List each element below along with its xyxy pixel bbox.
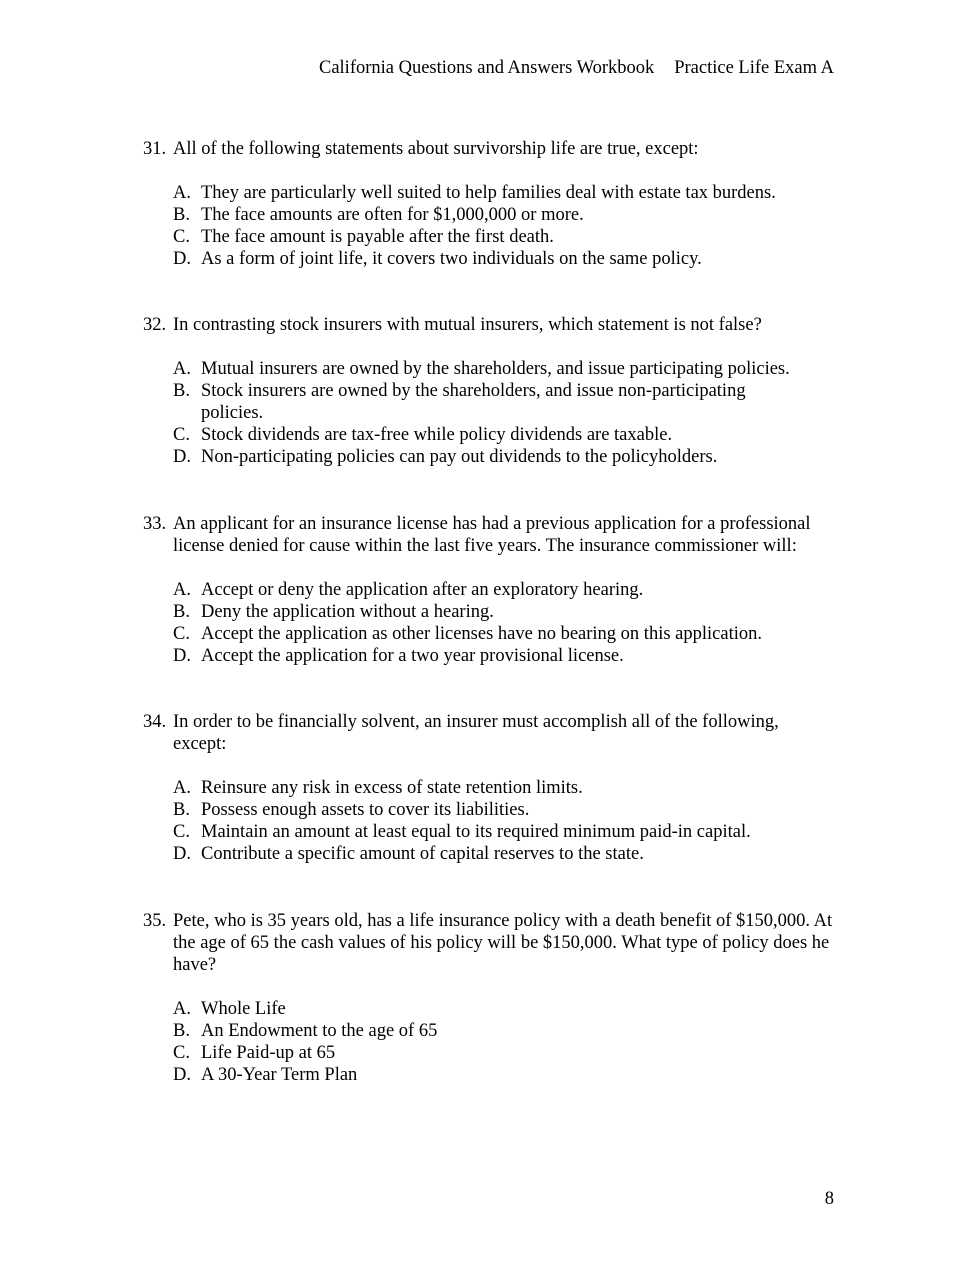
option-letter: C. [173, 1043, 190, 1063]
answer-option [143, 248, 843, 270]
answer-option [143, 579, 843, 601]
question-stem [143, 910, 843, 976]
answer-option [143, 380, 843, 424]
answer-option [143, 204, 843, 226]
option-text: As a form of joint life, it covers two individuals on the same policy. [201, 249, 702, 269]
option-letter: D. [173, 447, 191, 467]
option-letter: A. [173, 999, 191, 1019]
option-letter: A. [173, 359, 191, 379]
option-text: The face amounts are often for $1,000,000 or more. [201, 205, 584, 225]
option-text: Mutual insurers are owned by the shareholders, and issue participating policies. [201, 359, 790, 379]
question-text: An applicant for an insurance license has had a previous application for a professional license denied for cause within the last five years. The insurance commissioner will: [173, 514, 811, 556]
answer-option [143, 358, 843, 380]
question-number: 32. [143, 315, 167, 335]
question-text: Pete, who is 35 years old, has a life insurance policy with a death benefit of $150,000. At the age of 65 the cash values of his policy will be $150,000. What type of policy does he have? [173, 911, 833, 975]
option-letter: B. [173, 800, 190, 820]
answer-option [143, 446, 843, 468]
option-text: Maintain an amount at least equal to its required minimum paid-in capital. [201, 822, 751, 842]
option-text: Whole Life [201, 999, 286, 1019]
option-letter: D. [173, 844, 191, 864]
answer-option [143, 1020, 843, 1042]
question-text: In order to be financially solvent, an insurer must accomplish all of the following, except: [173, 712, 779, 754]
answer-option [143, 645, 843, 667]
question-text: All of the following statements about survivorship life are true, except: [173, 139, 699, 159]
option-text: They are particularly well suited to help families deal with estate tax burdens. [201, 183, 776, 203]
page-header [319, 57, 834, 79]
question-32 [143, 314, 843, 468]
answer-options [143, 998, 843, 1086]
answer-option [143, 998, 843, 1020]
option-text: Non-participating policies can pay out dividends to the policyholders. [201, 447, 718, 467]
question-33 [143, 513, 843, 667]
option-letter: A. [173, 183, 191, 203]
option-text: Life Paid-up at 65 [201, 1043, 336, 1063]
option-letter: B. [173, 1021, 190, 1041]
answer-option [143, 226, 843, 248]
option-letter: B. [173, 381, 190, 401]
question-stem [143, 314, 843, 336]
option-text: Stock dividends are tax-free while policy dividends are taxable. [201, 425, 673, 445]
option-letter: D. [173, 249, 191, 269]
option-text: Stock insurers are owned by the shareholders, and issue non-participating policies. [201, 381, 746, 423]
question-stem [143, 513, 843, 557]
answer-option [143, 777, 843, 799]
option-letter: B. [173, 205, 190, 225]
answer-option [143, 424, 843, 446]
option-text: An Endowment to the age of 65 [201, 1021, 438, 1041]
option-text: Deny the application without a hearing. [201, 602, 494, 622]
question-34 [143, 711, 843, 865]
option-letter: C. [173, 425, 190, 445]
option-text: Accept the application as other licenses have no bearing on this application. [201, 624, 762, 644]
question-text: In contrasting stock insurers with mutual insurers, which statement is not false? [173, 315, 762, 335]
answer-options [143, 182, 843, 270]
option-letter: B. [173, 602, 190, 622]
question-number: 35. [143, 911, 167, 931]
answer-option [143, 182, 843, 204]
option-letter: C. [173, 624, 190, 644]
exam-title: Practice Life Exam A [674, 58, 834, 78]
option-text: A 30-Year Term Plan [201, 1065, 358, 1085]
answer-option [143, 821, 843, 843]
option-letter: C. [173, 227, 190, 247]
option-letter: A. [173, 580, 191, 600]
option-text: Accept the application for a two year provisional license. [201, 646, 624, 666]
answer-option [143, 623, 843, 645]
question-stem [143, 711, 843, 755]
question-number: 31. [143, 139, 167, 159]
option-text: Possess enough assets to cover its liabilities. [201, 800, 530, 820]
question-number: 34. [143, 712, 167, 732]
answer-options [143, 579, 843, 667]
option-letter: D. [173, 646, 191, 666]
question-number: 33. [143, 514, 167, 534]
option-letter: A. [173, 778, 191, 798]
option-text: The face amount is payable after the first death. [201, 227, 554, 247]
answer-options [143, 358, 843, 468]
option-letter: D. [173, 1065, 191, 1085]
answer-option [143, 1042, 843, 1064]
option-text: Accept or deny the application after an exploratory hearing. [201, 580, 644, 600]
page-number: 8 [824, 1189, 834, 1209]
answer-option [143, 1064, 843, 1086]
answer-options [143, 777, 843, 865]
question-stem [143, 138, 843, 160]
question-35 [143, 910, 843, 1086]
answer-option [143, 843, 843, 865]
option-letter: C. [173, 822, 190, 842]
option-text: Contribute a specific amount of capital reserves to the state. [201, 844, 644, 864]
answer-option [143, 601, 843, 623]
question-31 [143, 138, 843, 270]
workbook-title: California Questions and Answers Workbook [318, 58, 655, 78]
option-text: Reinsure any risk in excess of state retention limits. [201, 778, 583, 798]
answer-option [143, 799, 843, 821]
